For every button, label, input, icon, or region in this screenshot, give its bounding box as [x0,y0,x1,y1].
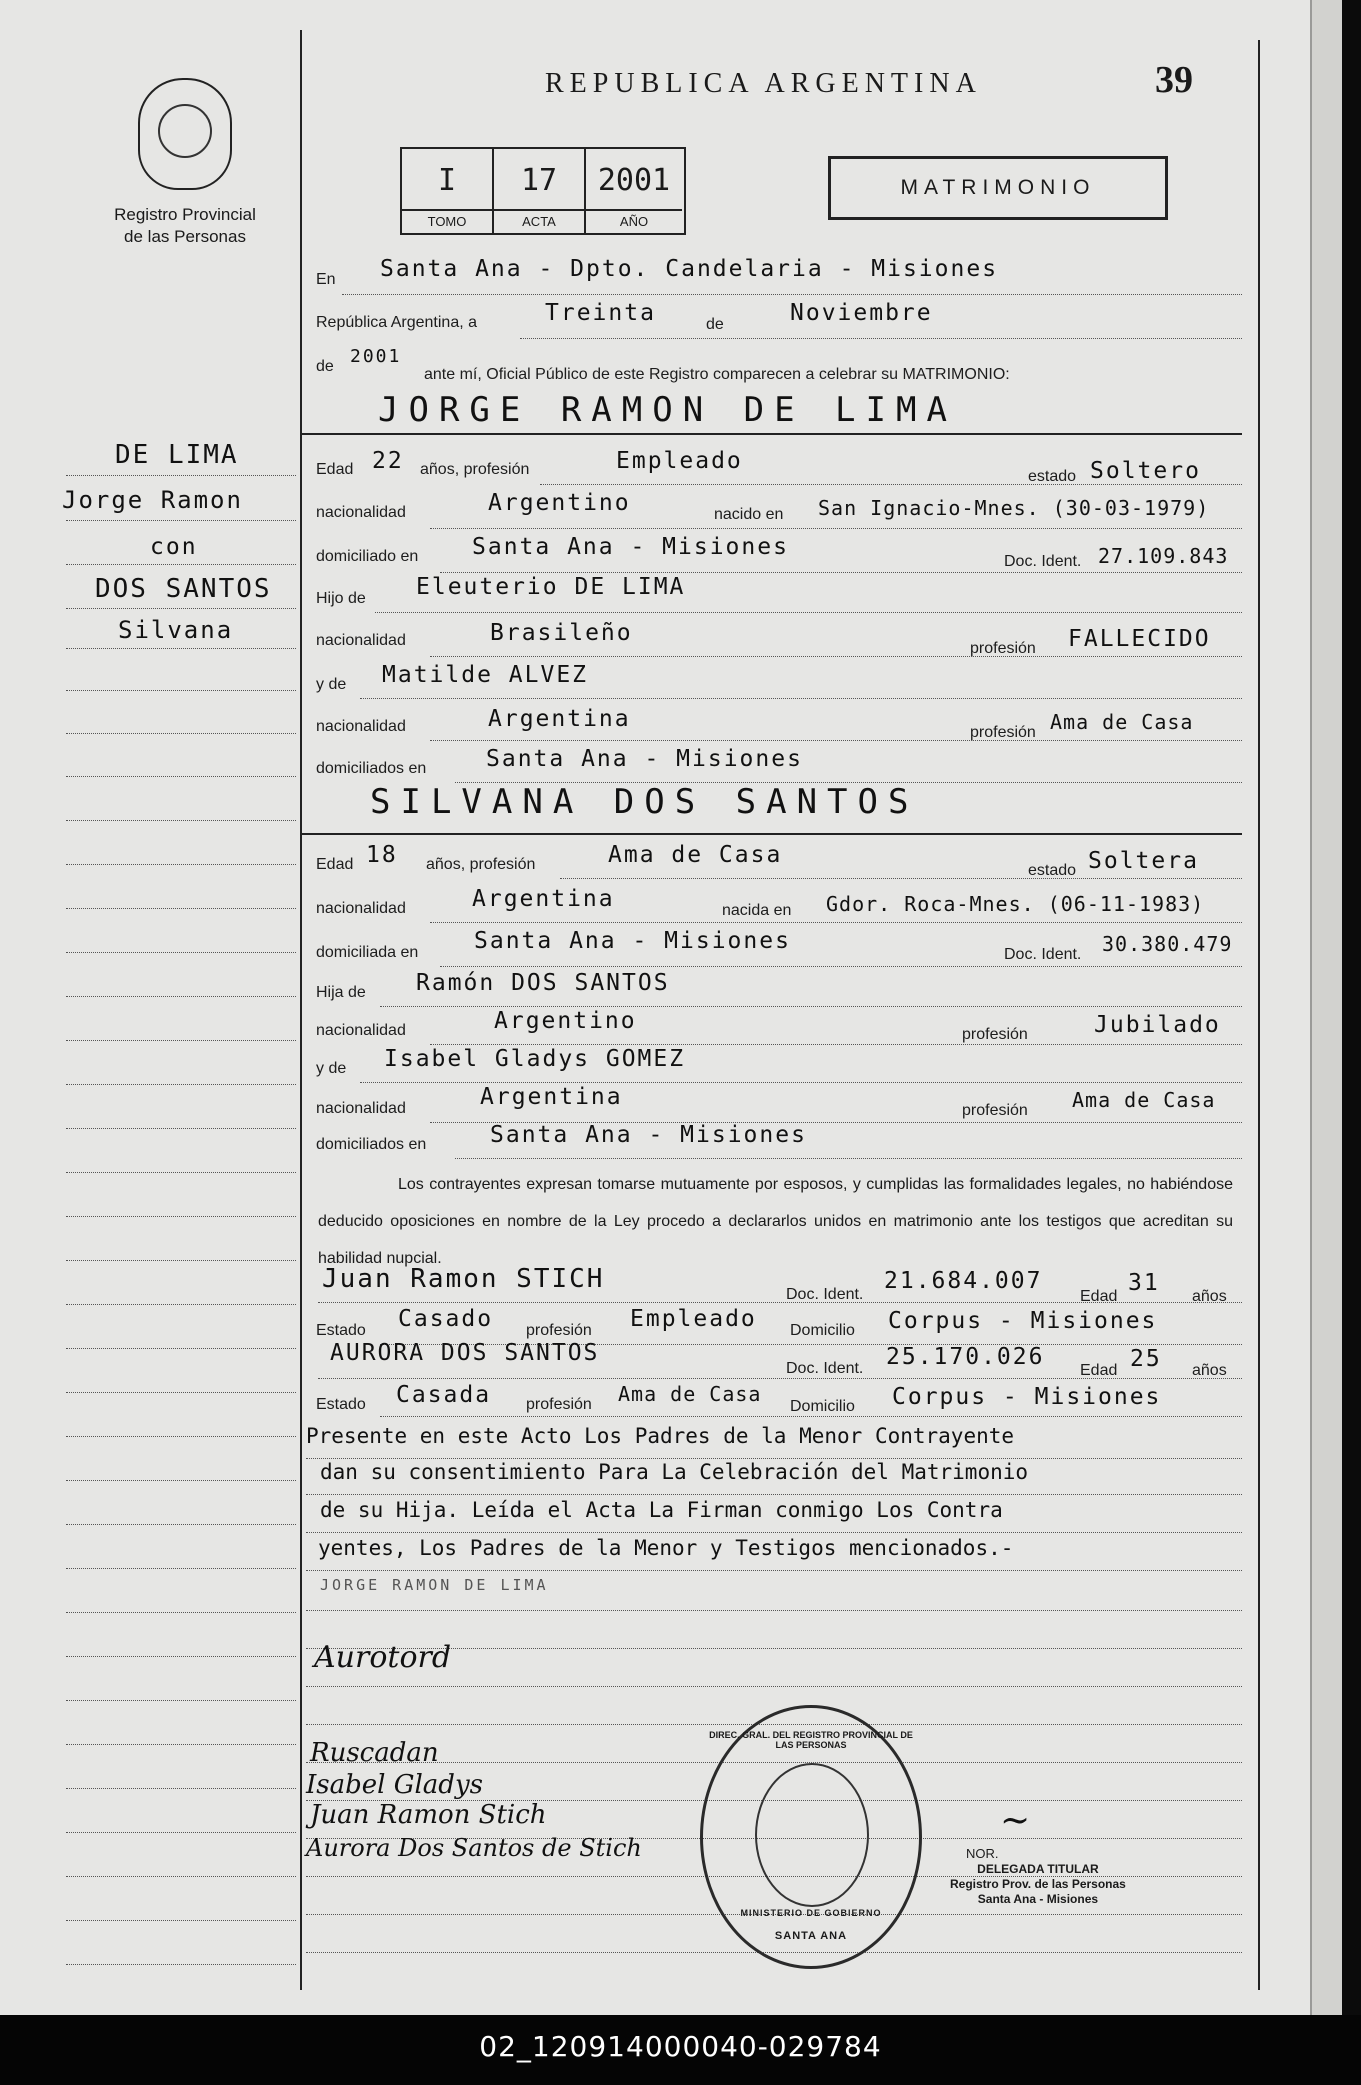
nor-label: NOR. [966,1846,999,1861]
bride-doc: 30.380.479 [1102,932,1233,956]
bride-mother-prof-label: profesión [962,1102,1028,1119]
groom-father: Eleuterio DE LIMA [416,574,686,600]
ano-label: AÑO [586,209,682,233]
margin-surname: DE LIMA [115,440,239,470]
witness1-address: Corpus - Misiones [888,1308,1158,1334]
bride-birthplace: Gdor. Roca-Mnes. (06-11-1983) [826,892,1205,916]
registry-line2: de las Personas [124,227,246,246]
bride-mother-rule [360,1082,1242,1083]
witness2-name: AURORA DOS SANTOS [330,1340,600,1366]
witness2-edad-label: Edad [1080,1362,1118,1379]
declaration-text: Los contrayentes expresan tomarse mutuamente por esposos, y cumplidas las formalidades legales, no habiéndose deducido oposiciones en nombre de la Ley procedo a declararlos unidos en matrimonio ante los testigos que acreditan su habilidad nupcial. [318,1176,1233,1267]
record-box [400,147,686,235]
groom-mother-prof-label: profesión [970,724,1036,741]
witness1-rule [318,1302,1242,1303]
groom-father-nat-label: nacionalidad [316,632,406,649]
right-border [1258,40,1260,1990]
margin-given-name: Jorge Ramon [62,486,243,514]
bride-father-rule [430,1044,1242,1045]
bride-name-rule [302,833,1242,835]
stamp-bottom-text: SANTA ANA [774,1930,848,1942]
note-line2: dan su consentimiento Para La Celebración del Matrimonio [320,1460,1029,1484]
groom-birthplace: San Ignacio-Mnes. (30-03-1979) [818,496,1210,520]
bride-father-prof-label: profesión [962,1026,1028,1043]
groom-mother-rule [360,698,1242,699]
tomo-value: I [437,163,457,198]
groom-status: Soltero [1090,458,1201,484]
official-stamp [700,1705,922,1969]
witness2-rule [318,1378,1242,1379]
bride-father-nat-label: nacionalidad [316,1022,406,1039]
bride-edad-label: Edad [316,856,354,873]
witness2-address: Corpus - Misiones [892,1384,1162,1410]
bride-mother-nat-label: nacionalidad [316,1100,406,1117]
groom-parents-dom-label: domiciliados en [316,760,427,777]
officer-line3: Santa Ana - Misiones [977,1892,1099,1906]
page-edge [1310,0,1342,2015]
bride-yde-label: y de [316,1060,347,1077]
bride-nationality: Argentina [472,886,615,912]
republica-label: República Argentina, a [316,314,477,331]
groom-nat-rule [430,528,1242,529]
officer-title [950,1862,1126,1907]
bride-dom-rule [440,966,1242,967]
officer-signature: ~ [1000,1800,1031,1841]
groom-nacido-label: nacido en [714,506,784,523]
groom-edad-label: Edad [316,461,354,478]
groom-name-rule [302,433,1242,435]
signature-groom: Aurotord [314,1640,452,1675]
groom-mother-nat-label: nacionalidad [316,718,406,735]
witness2-dom-label: Domicilio [790,1398,855,1415]
groom-father-prof-label: profesión [970,640,1036,657]
bride-father-nationality: Argentino [494,1008,637,1034]
witness1-age: 31 [1128,1270,1160,1296]
day: Treinta [545,300,656,326]
month: Noviembre [790,300,933,326]
ano-value: 2001 [597,163,671,198]
groom-nationality: Argentino [488,490,631,516]
bride-edad-rule [560,878,1242,879]
margin-divider [300,30,302,1990]
acta-value: 17 [520,163,558,198]
note-rule4 [306,1570,1242,1571]
groom-age: 22 [372,448,404,474]
place: Santa Ana - Dpto. Candelaria - Misiones [380,256,999,282]
signature-witness2: Aurora Dos Santos de Stich [306,1834,642,1862]
bride-nacida-label: nacida en [722,902,792,919]
registry-line1: Registro Provincial [114,205,256,224]
bride-parents-dom-label: domiciliados en [316,1136,427,1153]
witness2-estado-rule [380,1416,1242,1417]
bride-dom-label: domiciliada en [316,944,419,961]
de2-label: de [316,358,334,375]
groom-profesion-label: años, profesión [420,461,530,478]
bride-father-profession: Jubilado [1094,1012,1221,1038]
doc-type-box: MATRIMONIO [828,156,1168,220]
registry-seal-icon [138,78,232,190]
witness1-profession: Empleado [630,1306,757,1332]
signature-bride: Ruscadan [310,1738,439,1768]
bride-age: 18 [366,842,398,868]
groom-father-nationality: Brasileño [490,620,633,646]
groom-mother-profession: Ama de Casa [1050,710,1194,734]
bride-mother-nationality: Argentina [480,1084,623,1110]
stamp-inner-text: MINISTERIO DE GOBIERNO [740,1908,882,1918]
groom-edad-rule [540,484,1242,485]
witness2-doc: 25.170.026 [886,1344,1045,1370]
signature-mother: Isabel Gladys [306,1770,483,1800]
bride-profession: Ama de Casa [608,842,783,868]
bride-doc-label: Doc. Ident. [1004,946,1082,963]
groom-hijo-rule [375,612,1242,613]
page-number: 39 [1155,59,1193,101]
bride-profesion-label: años, profesión [426,856,536,873]
bride-mother-profession: Ama de Casa [1072,1088,1216,1112]
note-line4: yentes, Los Padres de la Menor y Testigos mencionados.- [318,1536,1014,1560]
note-line1: Presente en este Acto Los Padres de la Menor Contrayente [306,1424,1015,1448]
acta-cell [494,149,586,233]
groom-dom-rule [440,572,1242,573]
groom-mother: Matilde ALVEZ [382,662,589,688]
witness1-doc: 21.684.007 [884,1268,1043,1294]
groom-yde-label: y de [316,676,347,693]
place-rule [342,294,1242,295]
witness2-anos-label: años [1192,1362,1227,1379]
acta-label: ACTA [494,209,584,233]
note-line3: de su Hija. Leída el Acta La Firman conmigo Los Contra [320,1498,1003,1522]
bride-nat-rule [430,922,1242,923]
margin-con: con [150,534,198,560]
bride-father: Ramón DOS SANTOS [416,970,670,996]
registry-name [90,204,280,248]
groom-mother-nat-rule [430,740,1242,741]
bride-hija-label: Hija de [316,984,366,1001]
bride-name: SILVANA DOS SANTOS [370,782,919,822]
groom-doc: 27.109.843 [1098,544,1229,568]
country-title: REPUBLICA ARGENTINA [545,68,982,99]
groom-hijo-label: Hijo de [316,590,366,607]
note-rule3 [306,1532,1242,1533]
groom-profession: Empleado [616,448,743,474]
witness1-estado-label: Estado [316,1322,366,1339]
stamp-outer-text: DIREC. GRAL. DEL REGISTRO PROVINCIAL DE LAS PERSONAS [709,1730,913,1750]
witness1-status: Casado [398,1306,494,1332]
stamp-inner-seal-icon [755,1763,869,1907]
de-label: de [706,316,724,333]
groom-dom-label: domiciliado en [316,548,419,565]
bride-hija-rule [380,1006,1242,1007]
witness1-dom-label: Domicilio [790,1322,855,1339]
signature-witness1: Juan Ramon Stich [310,1800,547,1830]
note-line5: JORGE RAMON DE LIMA [320,1576,549,1594]
groom-name: JORGE RAMON DE LIMA [378,390,957,430]
witness1-doc-label: Doc. Ident. [786,1286,864,1303]
groom-parents-address: Santa Ana - Misiones [486,746,803,772]
bride-nat-label: nacionalidad [316,900,406,917]
tomo-label: TOMO [402,209,492,233]
groom-doc-label: Doc. Ident. [1004,553,1082,570]
tomo-cell [402,149,494,233]
witness2-doc-label: Doc. Ident. [786,1360,864,1377]
bride-parents-address: Santa Ana - Misiones [490,1122,807,1148]
margin-bride-surname: DOS SANTOS [95,574,272,604]
bride-address: Santa Ana - Misiones [474,928,791,954]
groom-address: Santa Ana - Misiones [472,534,789,560]
margin-bride-name: Silvana [118,616,234,644]
witness1-anos-label: años [1192,1288,1227,1305]
footer-id: 02_120914000040-029784 [479,2030,882,2063]
groom-estado-label: estado [1028,468,1077,485]
ante-text: ante mí, Oficial Público de este Registro comparecen a celebrar su MATRIMONIO: [424,366,1010,383]
bride-status: Soltera [1088,848,1199,874]
groom-father-profession: FALLECIDO [1068,626,1211,652]
ano-cell [586,149,682,233]
groom-mother-nationality: Argentina [488,706,631,732]
groom-nat-label: nacionalidad [316,504,406,521]
witness1-profesion-label: profesión [526,1322,592,1339]
witness1-name: Juan Ramon STICH [322,1264,605,1294]
bride-mother: Isabel Gladys GOMEZ [384,1046,686,1072]
date-rule [520,338,1242,339]
officer-line2: Registro Prov. de las Personas [950,1877,1126,1891]
witness2-status: Casada [396,1382,492,1408]
year: 2001 [350,346,402,367]
witness2-profesion-label: profesión [526,1396,592,1413]
witness1-edad-label: Edad [1080,1288,1118,1305]
bride-parents-rule [455,1158,1242,1159]
witness2-estado-label: Estado [316,1396,366,1413]
witness2-profession: Ama de Casa [618,1382,762,1406]
note-rule1 [306,1458,1242,1459]
en-label: En [316,271,336,288]
bride-estado-label: estado [1028,862,1077,879]
witness2-age: 25 [1130,1346,1162,1372]
groom-father-rule [430,656,1242,657]
officer-line1: DELEGADA TITULAR [977,1862,1099,1876]
note-rule2 [306,1494,1242,1495]
